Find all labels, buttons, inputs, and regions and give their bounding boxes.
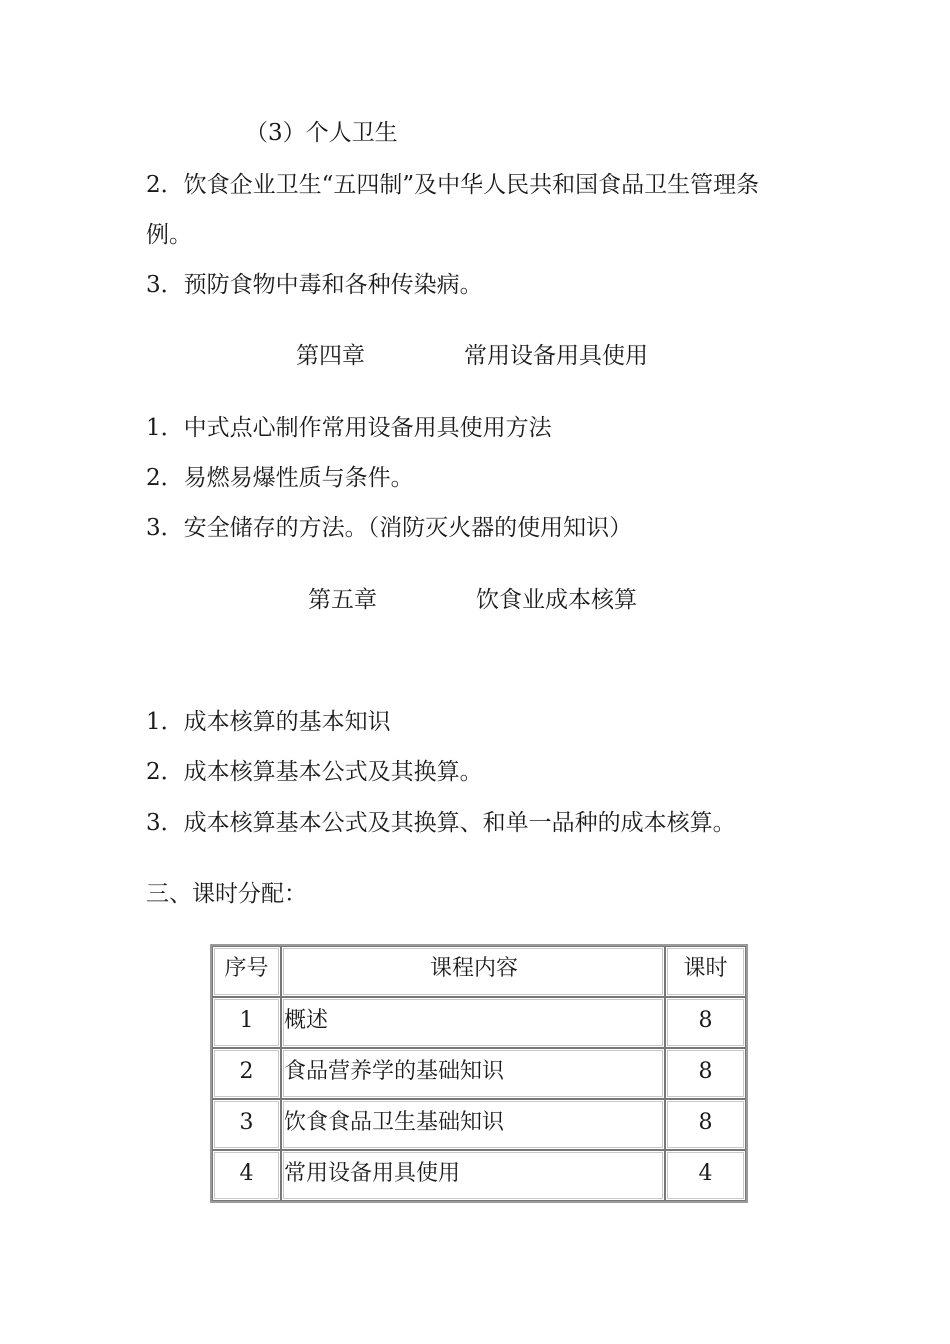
item-personal-hygiene: （3）个人卫生 [245,120,398,146]
chapter-4-number: 第四章 [296,343,365,369]
row-content: 常用设备用具使用 [284,1161,461,1186]
row-content: 概述 [284,1008,329,1033]
chapter-4-title: 常用设备用具使用 [464,343,648,369]
section-3-heading: 三、课时分配： [146,881,307,907]
ch4-item-3: 3．安全储存的方法。（消防灭火器的使用知识） [146,515,633,541]
cell-number [212,1099,281,1150]
row-hours: 8 [698,1008,713,1033]
header-cell-number [212,946,281,997]
row-content: 食品营养学的基础知识 [284,1059,505,1084]
header-cell-content [281,946,665,997]
header-cell-hours [665,946,746,997]
item-food-law: 2．饮食企业卫生“五四制”及中华人民共和国食品卫生管理条 [146,172,760,198]
row-number: 4 [239,1161,254,1186]
ch5-item-2: 2．成本核算基本公式及其换算。 [146,759,483,785]
table-row [212,1099,746,1150]
cell-number [212,1150,281,1201]
chapter-5-heading [308,585,708,615]
row-hours: 4 [698,1161,713,1186]
ch4-item-2: 2．易燃易爆性质与条件。 [146,465,414,491]
table-row [212,1048,746,1099]
chapter-5-title: 饮食业成本核算 [476,587,637,613]
row-number: 3 [239,1110,254,1135]
ch4-item-1: 1．中式点心制作常用设备用具使用方法 [146,415,552,441]
table-row [212,1150,746,1201]
chapter-4-heading [296,341,696,371]
cell-content [281,1150,665,1201]
cell-number [212,997,281,1048]
cell-hours [665,1150,746,1201]
row-hours: 8 [698,1110,713,1135]
item-food-law-continued: 例。 [146,222,192,248]
cell-number [212,1048,281,1099]
cell-hours [665,1099,746,1150]
cell-hours [665,997,746,1048]
header-content-label: 课程内容 [429,956,518,981]
ch5-item-3: 3．成本核算基本公式及其换算、和单一品种的成本核算。 [146,810,736,836]
header-number-label: 序号 [224,956,269,981]
cell-content [281,1048,665,1099]
table-row [212,997,746,1048]
row-number: 1 [239,1008,254,1033]
cell-hours [665,1048,746,1099]
ch5-item-1: 1．成本核算的基本知识 [146,709,391,735]
item-prevent-poisoning: 3．预防食物中毒和各种传染病。 [146,272,483,298]
cell-content [281,997,665,1048]
row-number: 2 [239,1059,254,1084]
chapter-5-number: 第五章 [308,587,377,613]
table-header-row [212,946,746,997]
row-hours: 8 [698,1059,713,1084]
header-hours-label: 课时 [683,956,728,981]
row-content: 饮食食品卫生基础知识 [284,1110,505,1135]
cell-content [281,1099,665,1150]
hours-allocation-table [210,944,748,1203]
